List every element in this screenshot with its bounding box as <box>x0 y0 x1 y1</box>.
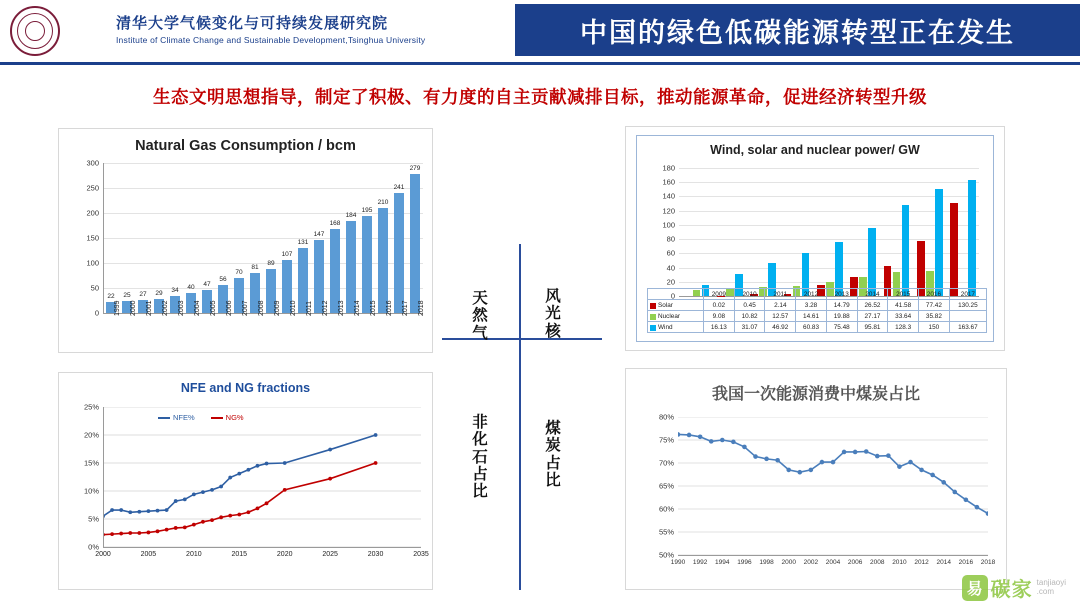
x-axis-tick: 2016 <box>958 559 974 566</box>
table-cell: 41.58 <box>888 300 919 311</box>
x-axis-tick: 2015 <box>370 300 377 316</box>
table-corner-cell <box>648 289 704 300</box>
y-axis-tick: 0 <box>670 291 675 301</box>
table-cell: 77.42 <box>919 300 950 311</box>
plot-area-nfe <box>83 402 429 558</box>
y-axis-tick: 40 <box>666 263 675 273</box>
bar-value-label: 25 <box>123 291 131 299</box>
y-axis-tick: 150 <box>86 233 99 243</box>
legend-label: NG% <box>225 413 244 422</box>
gridline <box>679 211 979 212</box>
data-table-wsn <box>647 288 987 333</box>
bar-value-label: 47 <box>203 280 211 288</box>
y-axis-tick: 180 <box>662 163 675 173</box>
x-axis-tick: 2014 <box>936 559 951 566</box>
legend-label: NFE% <box>173 413 195 422</box>
gridline <box>103 163 423 164</box>
table-row <box>648 300 987 311</box>
table-row-header: Solar <box>648 300 704 311</box>
bar-value-label: 184 <box>345 212 357 219</box>
x-axis-tick: 2010 <box>892 559 907 566</box>
bar <box>950 203 958 296</box>
table-row-header: Nuclear <box>648 311 704 322</box>
divider-horizontal <box>442 338 602 340</box>
table-cell: 31.07 <box>734 322 765 333</box>
legend-swatch-icon <box>650 314 656 320</box>
label-natural-gas: 天然气 <box>472 290 488 342</box>
table-column-header: 2014 <box>857 289 888 300</box>
y-axis-tick: 70% <box>658 458 674 468</box>
x-axis-tick: 2006 <box>847 559 863 566</box>
watermark <box>962 573 1066 602</box>
table-cell: 12.57 <box>765 311 796 322</box>
table-cell: 16.13 <box>704 322 735 333</box>
x-axis-tick: 2012 <box>914 559 929 566</box>
table-header-row <box>648 289 987 300</box>
y-axis-tick: 20% <box>83 430 99 440</box>
chart-title-coal: 我国一次能源消费中煤炭占比 <box>711 386 920 403</box>
table-cell: 75.48 <box>826 322 857 333</box>
x-axis-tick: 1994 <box>715 559 730 566</box>
table-column-header: 2016 <box>919 289 950 300</box>
x-axis-tick: 2002 <box>162 300 169 316</box>
bar <box>968 180 976 296</box>
x-axis-tick: 2014 <box>354 300 361 316</box>
table-cell: 0.02 <box>704 300 735 311</box>
x-axis-tick: 2008 <box>258 300 265 316</box>
table-column-header: 2010 <box>734 289 765 300</box>
table-cell: 0.45 <box>734 300 765 311</box>
y-axis <box>103 163 104 313</box>
y-axis-tick: 160 <box>662 177 675 187</box>
y-axis-tick: 55% <box>658 527 674 537</box>
bar <box>362 216 372 314</box>
x-axis-tick: 2004 <box>825 559 841 566</box>
label-coal-share: 煤炭占比 <box>545 420 561 490</box>
bar <box>378 208 388 313</box>
table-column-header: 2012 <box>796 289 827 300</box>
institute-name-cn: 清华大学气候变化与可持续发展研究院 <box>116 15 389 32</box>
gridline <box>103 213 423 214</box>
gridline <box>103 188 423 189</box>
x-axis-tick: 2018 <box>980 559 996 566</box>
bar-value-label: 70 <box>235 269 243 276</box>
bar-value-label: 81 <box>251 263 259 271</box>
bar-value-label: 29 <box>155 289 163 297</box>
gridline <box>679 182 979 183</box>
table-column-header: 2017 <box>949 289 986 300</box>
table-cell: 3.28 <box>796 300 827 311</box>
x-axis-tick: 2002 <box>803 559 819 566</box>
x-axis-tick: 2015 <box>231 551 248 558</box>
bar <box>902 205 910 296</box>
x-axis-tick: 2006 <box>226 300 233 316</box>
table-cell: 9.08 <box>704 311 735 322</box>
y-axis-tick: 250 <box>86 183 99 193</box>
label-wind-solar-nuclear: 风光核 <box>545 288 561 340</box>
table-cell: 26.52 <box>857 300 888 311</box>
bar-value-label: 34 <box>171 287 179 294</box>
y-axis-tick: 200 <box>86 208 99 218</box>
watermark-tld: .com <box>1036 586 1054 596</box>
x-axis-tick: 2013 <box>338 300 345 316</box>
table-column-header: 2013 <box>826 289 857 300</box>
legend-swatch-icon <box>158 417 170 419</box>
chart-nfe-ng-fractions <box>58 372 433 590</box>
y-axis-tick: 140 <box>662 191 675 201</box>
legend <box>158 413 244 422</box>
table-row-header: Wind <box>648 322 704 333</box>
legend-swatch-icon <box>650 325 656 331</box>
institute-name-en: Institute of Climate Change and Sustainable Development,Tsinghua University <box>116 35 426 45</box>
table-cell: 10.82 <box>734 311 765 322</box>
table-cell: 95.81 <box>857 322 888 333</box>
x-axis <box>103 547 421 548</box>
gridline <box>679 196 979 197</box>
bar-value-label: 195 <box>361 206 373 214</box>
table-cell: 33.64 <box>888 311 919 322</box>
x-axis-tick: 2030 <box>367 551 384 558</box>
y-axis-tick: 100 <box>86 258 99 268</box>
table-cell: 19.88 <box>826 311 857 322</box>
x-axis-tick: 2005 <box>210 300 217 316</box>
x-axis-tick: 2010 <box>290 300 297 316</box>
chart-natural-gas <box>58 128 433 353</box>
bar-value-label: 210 <box>377 199 389 206</box>
x-axis-tick: 1999 <box>114 300 121 316</box>
x-axis-tick: 2017 <box>402 300 409 316</box>
bar-value-label: 40 <box>187 284 195 291</box>
chart-coal-share <box>625 368 1007 590</box>
y-axis-tick: 15% <box>83 458 99 468</box>
x-axis-tick: 2010 <box>186 551 202 558</box>
header-divider <box>0 62 1080 65</box>
table-cell: 163.67 <box>949 322 986 333</box>
table-cell: 14.79 <box>826 300 857 311</box>
gridline <box>679 168 979 169</box>
x-axis-tick: 2009 <box>274 300 281 316</box>
x-axis-tick: 2004 <box>194 300 201 316</box>
chart-title-natural-gas: Natural Gas Consumption / bcm <box>135 138 356 154</box>
x-axis-tick: 2016 <box>386 300 393 316</box>
table-cell: 14.61 <box>796 311 827 322</box>
watermark-domain: tanjiaoyi <box>1036 577 1066 587</box>
watermark-subtext <box>1037 579 1066 597</box>
y-axis-tick: 10% <box>83 486 99 496</box>
x-axis-tick: 2035 <box>413 551 429 558</box>
table-row <box>648 322 987 333</box>
table-cell: 2.14 <box>765 300 796 311</box>
slide-title: 中国的绿色低碳能源转型正在发生 <box>515 4 1080 56</box>
bar <box>868 228 876 296</box>
table-cell: 150 <box>919 322 950 333</box>
table-cell: 130.25 <box>949 300 986 311</box>
y-axis-tick: 60% <box>658 504 674 514</box>
bar-value-label: 89 <box>267 259 275 267</box>
legend-item <box>158 413 195 422</box>
table-column-header: 2015 <box>888 289 919 300</box>
x-axis-tick: 2012 <box>322 300 329 316</box>
bar <box>935 189 943 296</box>
table-cell: 27.17 <box>857 311 888 322</box>
gridline <box>103 288 423 289</box>
y-axis-tick: 0% <box>88 542 99 552</box>
legend-swatch-icon <box>650 303 656 309</box>
x-axis-tick: 2020 <box>276 551 293 558</box>
nfe-line-svg <box>103 407 421 547</box>
bar <box>394 193 404 314</box>
bar-value-label: 56 <box>219 276 227 283</box>
table-cell <box>949 311 986 322</box>
y-axis-tick: 60 <box>666 248 675 258</box>
university-seal-icon <box>10 6 60 56</box>
y-axis-tick: 20 <box>666 277 675 287</box>
slide-subtitle: 生态文明思想指导，制定了积极、有力度的自主贡献减排目标，推动能源革命，促进经济转型升级 <box>153 87 927 107</box>
divider-vertical <box>519 244 521 590</box>
x-axis-tick: 1996 <box>737 559 752 566</box>
gridline <box>679 239 979 240</box>
x-axis-tick: 1990 <box>670 559 686 566</box>
x-axis <box>678 555 988 556</box>
bar <box>410 174 420 314</box>
bar-value-label: 107 <box>281 250 293 258</box>
y-axis-tick: 25% <box>83 402 99 412</box>
bar-value-label: 241 <box>393 183 405 191</box>
chart-wind-solar-nuclear <box>625 126 1005 351</box>
legend-item <box>211 413 244 422</box>
x-axis-tick: 2000 <box>130 300 137 316</box>
x-axis-tick: 1992 <box>692 559 708 566</box>
table-cell: 128.3 <box>888 322 919 333</box>
x-axis-tick: 2018 <box>418 300 425 316</box>
y-axis-tick: 65% <box>658 481 674 491</box>
y-axis-tick: 80% <box>658 412 674 422</box>
x-axis-tick: 2005 <box>140 551 157 558</box>
page-header <box>0 0 1080 62</box>
y-axis-tick: 50% <box>658 550 674 560</box>
y-axis-tick: 80 <box>666 234 675 244</box>
institute-logo-icon <box>62 8 110 54</box>
x-axis-tick: 2025 <box>322 551 338 558</box>
y-axis-tick: 300 <box>86 158 99 168</box>
plot-area-natural-gas <box>86 158 425 318</box>
gridline <box>679 253 979 254</box>
table-column-header: 2009 <box>704 289 735 300</box>
y-axis-tick: 100 <box>662 220 675 230</box>
chart-title-nfe: NFE and NG fractions <box>180 381 311 395</box>
watermark-badge-icon: 易 <box>962 575 988 601</box>
y-axis-tick: 50 <box>90 283 99 293</box>
x-axis-tick: 2001 <box>146 300 153 316</box>
gridline <box>679 268 979 269</box>
x-axis-tick: 2000 <box>95 551 111 558</box>
chart-frame-wsn <box>636 135 994 342</box>
table-cell: 60.83 <box>796 322 827 333</box>
gridline <box>679 225 979 226</box>
legend-swatch-icon <box>211 417 223 419</box>
bar-value-label: 279 <box>409 164 421 172</box>
y-axis-tick: 75% <box>658 435 674 445</box>
table-cell: 46.92 <box>765 322 796 333</box>
x-axis-tick: 1998 <box>759 559 774 566</box>
coal-line-svg <box>678 417 988 555</box>
chart-title-wsn: Wind, solar and nuclear power/ GW <box>710 143 920 157</box>
bar-value-label: 168 <box>329 220 341 227</box>
bar-value-label: 27 <box>139 290 147 298</box>
plot-area-coal <box>658 412 996 566</box>
bar-value-label: 147 <box>313 230 325 238</box>
x-axis-tick: 2003 <box>178 300 185 316</box>
watermark-text: 碳家 <box>990 579 1033 601</box>
x-axis-tick: 2000 <box>781 559 796 566</box>
gridline <box>103 238 423 239</box>
table-row <box>648 311 987 322</box>
x-axis-tick: 2011 <box>306 300 313 316</box>
gridline <box>103 263 423 264</box>
table-cell: 35.82 <box>919 311 950 322</box>
table-column-header: 2011 <box>765 289 796 300</box>
y-axis <box>103 407 104 547</box>
bar-value-label: 131 <box>297 238 309 246</box>
y-axis-tick: 0 <box>94 308 99 318</box>
plot-area-wsn <box>662 163 979 301</box>
bar-value-label: 22 <box>107 293 115 300</box>
y-axis-tick: 120 <box>662 206 675 216</box>
x-axis-tick: 2008 <box>870 559 885 566</box>
x-axis-tick: 2007 <box>242 300 249 316</box>
y-axis-tick: 5% <box>88 514 99 524</box>
label-nonfossil-share: 非化石占比 <box>472 414 488 501</box>
